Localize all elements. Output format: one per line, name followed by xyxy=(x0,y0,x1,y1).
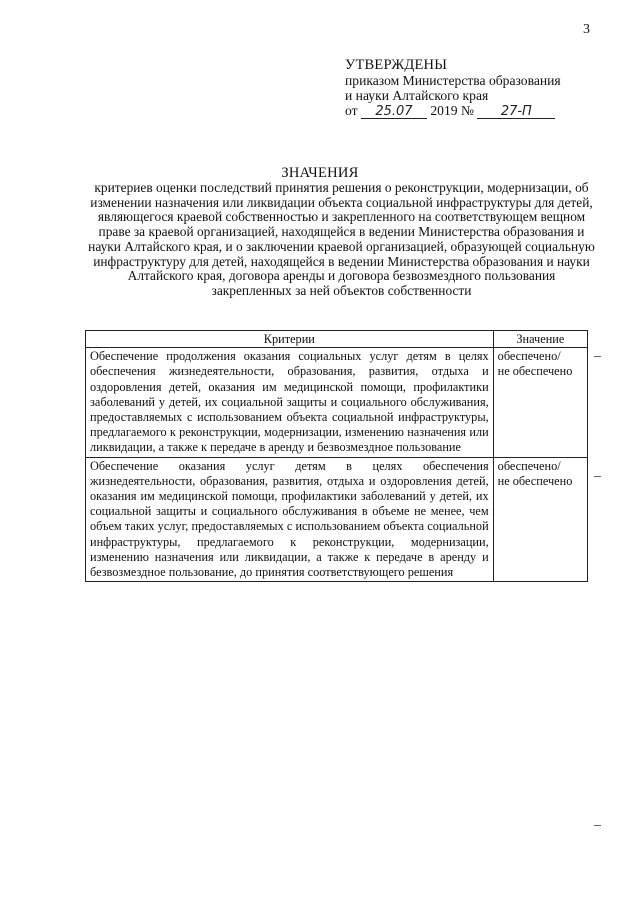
handwritten-date: 25.07 xyxy=(361,105,427,119)
value-column-header: Значение xyxy=(493,331,587,348)
value-line-1: обеспечено/ xyxy=(497,349,561,364)
from-label: от xyxy=(345,103,358,118)
criterion-cell: Обеспечение оказания услуг детям в целях обеспечения жизнедеятельности, образования, развития, отдыха и оздоровления детей, оказания им медицинской помощи, профилактики заболеваний у детей, их социальной защиты и социального обслуживания в объеме не менее, чем объем таких услуг, предоставляемых с использованием объекта социальной инфраструктуры, предлагаемого к реконструкции, модернизации, изменению назначения или ликвидации, а также к передаче в аренду и безвозмездное пользование, до принятия соответствующего решения xyxy=(86,457,494,582)
table-row xyxy=(86,457,588,582)
value-line-2: не обеспечено xyxy=(497,364,573,379)
criterion-cell: Обеспечение продолжения оказания социальных услуг детям в целях обеспечения жизнедеятельности, образования, развития, отдыха и оздоровления детей, оказания им медицинской помощи, профилактики заболеваний у детей, их социальной защиты и социального обслуживания, предоставляемых с использованием объекта социальной инфраструктуры, предлагаемого к реконструкции, модернизации, изменению назначения или ликвидации, а также к передаче в аренду и безвозмездное пользование xyxy=(86,348,494,457)
approval-block xyxy=(345,58,605,119)
value-cell xyxy=(493,348,587,457)
approval-heading: УТВЕРЖДЕНЫ xyxy=(345,57,448,73)
page-number: 3 xyxy=(583,22,590,37)
scan-mark xyxy=(594,825,601,826)
scan-mark xyxy=(594,356,601,357)
document-title: ЗНАЧЕНИЯ xyxy=(281,165,359,181)
value-line-2: не обеспечено xyxy=(497,473,573,488)
approval-line-2: и науки Алтайского края xyxy=(345,88,489,103)
year-number-label: 2019 № xyxy=(430,103,474,118)
scan-mark xyxy=(594,476,601,477)
value-line-1: обеспечено/ xyxy=(497,458,561,473)
approval-line-1: приказом Министерства образования xyxy=(345,73,561,88)
approval-date-line xyxy=(345,103,605,119)
criteria-column-header: Критерии xyxy=(86,331,494,348)
handwritten-order-number: 27-П xyxy=(477,105,555,119)
criteria-table xyxy=(85,330,588,582)
value-cell xyxy=(493,457,587,582)
document-subtitle: критериев оценки последствий принятия решения о реконструкции, модернизации, об изменении назначения или ликвидации объекта социальной инфраструктуры для детей, являющегося краевой собственностью и закрепленного на соответствующем вещном праве за краевой организацией, находящейся в ведении Министерства образования и науки Алтайского края, и о заключении краевой организацией, образующей социальную инфраструктуру для детей, находящейся в ведении Министерства образования и науки Алтайского края, договора аренды и договора безвозмездного пользования закрепленных за ней объектов собственности xyxy=(88,180,595,298)
table-header-row xyxy=(86,331,588,348)
table-row xyxy=(86,348,588,457)
